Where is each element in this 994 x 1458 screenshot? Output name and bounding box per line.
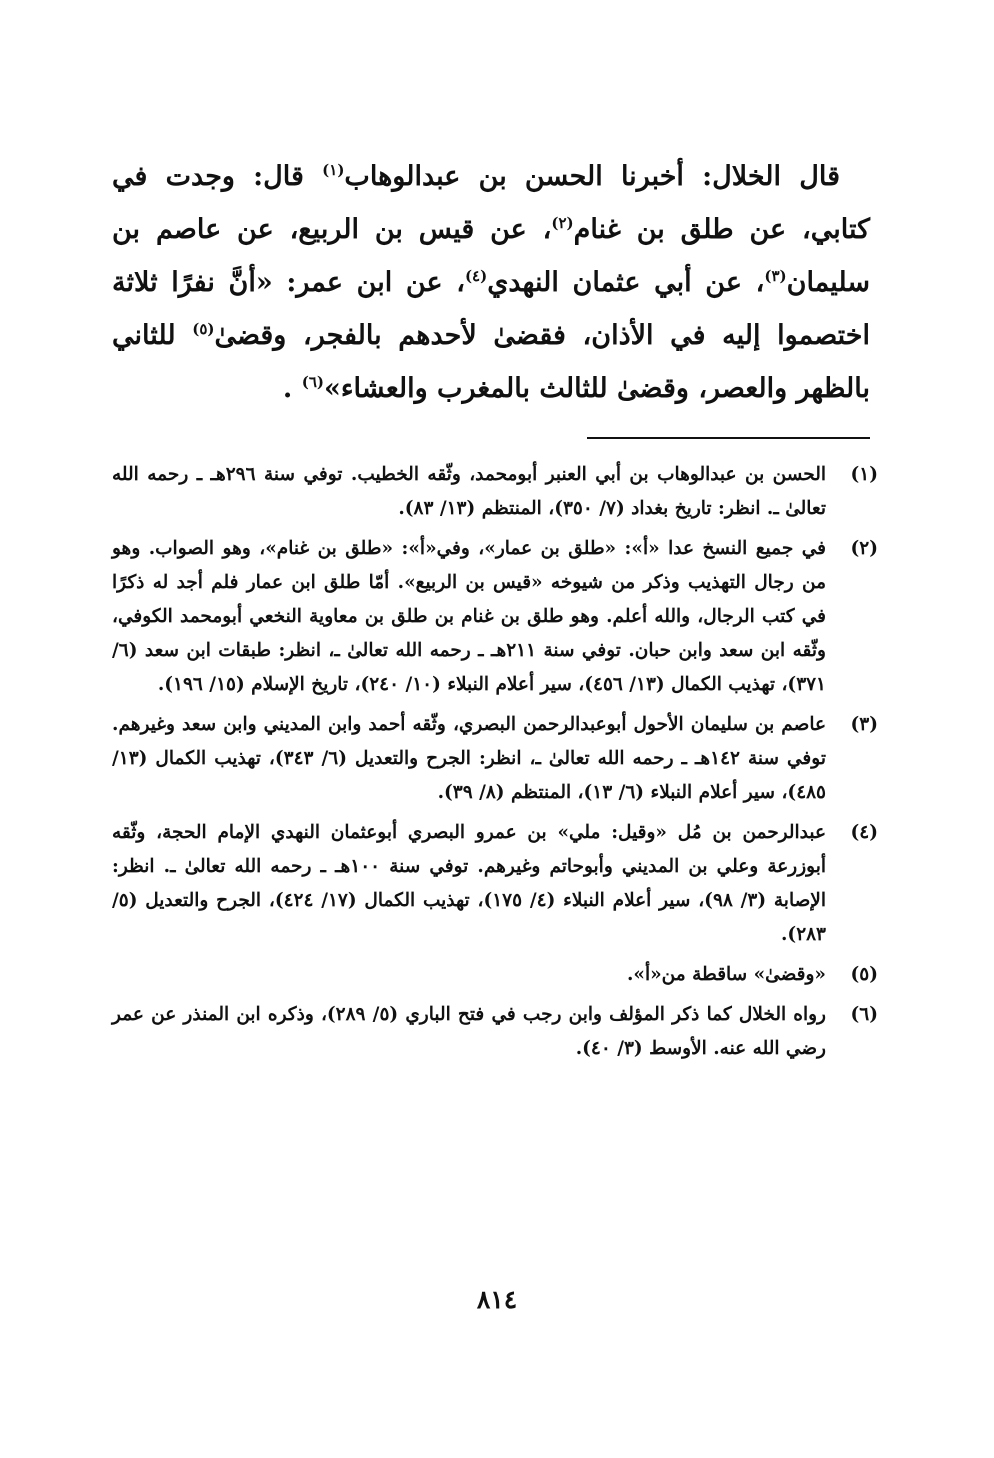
footnote-ref-3: (٣) bbox=[764, 267, 787, 285]
footnote-number: (٣) bbox=[850, 714, 878, 735]
footnote-ref-2: (٢) bbox=[551, 214, 574, 232]
footnotes-section bbox=[112, 458, 878, 1072]
footnote-text: رواه الخلال كما ذكر المؤلف وابن رجب في فتح الباري (٥/ ٢٨٩)، وذكره ابن المنذر عن عمر رضي الله عنه. الأوسط (٣/ ٤٠). bbox=[112, 1004, 826, 1059]
page-number: ٨١٤ bbox=[476, 1285, 518, 1314]
main-text-segment: ، عن أبي عثمان النهدي bbox=[487, 267, 765, 298]
footnote-item bbox=[112, 958, 878, 992]
footnote-text: عبدالرحمن بن مُل «وقيل: ملي» بن عمرو البصري أبوعثمان النهدي الإمام الحجة، وثّقه أبوزرعة وعلي بن المديني وأبوحاتم وغيرهم. توفي سنة ١٠٠هـ ـ رحمه الله تعالىٰ ـ. انظر: الإصابة (٣/ ٩٨)، سير أعلام النبلاء (٤/ ١٧٥)، تهذيب الكمال (١٧/ ٤٢٤)، الجرح والتعديل (٥/ ٢٨٣). bbox=[112, 822, 826, 945]
footnote-ref-4: (٤) bbox=[464, 267, 488, 285]
footnote-separator-line bbox=[587, 437, 870, 439]
footnote-ref-1: (١) bbox=[322, 161, 345, 179]
footnote-number: (٢) bbox=[850, 538, 878, 559]
main-text-segment: للثاني بالظهر والعصر، وقضىٰ للثالث بالمغرب والعشاء» bbox=[112, 320, 870, 404]
main-text-block bbox=[112, 150, 870, 415]
footnote-text: «وقضىٰ» ساقطة من«أ». bbox=[626, 964, 826, 985]
main-paragraph bbox=[112, 150, 870, 415]
footnote-text: الحسن بن عبدالوهاب بن أبي العنبر أبومحمد، وثّقه الخطيب. توفي سنة ٢٩٦هـ ـ رحمه الله تعالىٰ ـ. انظر: تاريخ بغداد (٧/ ٣٥٠)، المنتظم (١٣/ ٨٣). bbox=[112, 464, 826, 519]
main-text-segment: . bbox=[282, 373, 302, 404]
footnote-item bbox=[112, 458, 878, 526]
footnote-number: (٦) bbox=[850, 1004, 878, 1025]
main-text-segment: ، عن قيس بن الربيع، عن عاصم بن سليمان bbox=[112, 214, 870, 298]
footnote-item bbox=[112, 708, 878, 810]
footnote-number: (١) bbox=[850, 464, 878, 485]
footnote-text: في جميع النسخ عدا «أ»: «طلق بن عمار»، وفي«أ»: «طلق بن غنام»، وهو الصواب. وهو من رجال التهذيب وذكر من شيوخه «قيس بن الربيع». أمّا طلق ابن عمار فلم أجد له ذكرًا في كتب الرجال، والله أعلم. وهو طلق بن غنام بن طلق بن معاوية النخعي أبومحمد الكوفي، وثّقه ابن سعد وابن حبان. توفي سنة ٢١١هـ ـ رحمه الله تعالىٰ ـ، انظر: طبقات ابن سعد (٦/ ٣٧١)، تهذيب الكمال (١٣/ ٤٥٦)، سير أعلام النبلاء (١٠/ ٢٤٠)، تاريخ الإسلام (١٥/ ١٩٦). bbox=[112, 538, 826, 695]
footnote-ref-5: (٥) bbox=[192, 320, 215, 338]
main-text-segment: ، عن ابن عمر: «أنَّ نفرًا ثلاثة اختصموا إليه في الأذان، فقضىٰ لأحدهم بالفجر، وقضىٰ bbox=[112, 267, 870, 351]
footnote-number: (٤) bbox=[850, 822, 878, 843]
footnote-item bbox=[112, 532, 878, 702]
main-text-segment: قال الخلال: أخبرنا الحسن بن عبدالوهاب bbox=[344, 161, 840, 192]
main-text-segment: قال: وجدت في كتابي، عن طلق بن غنام bbox=[112, 161, 870, 245]
footnote-ref-6: (٦) bbox=[301, 373, 324, 391]
footnote-item bbox=[112, 816, 878, 952]
footnote-number: (٥) bbox=[850, 964, 878, 985]
footnote-text: عاصم بن سليمان الأحول أبوعبدالرحمن البصري، وثّقه أحمد وابن المديني وابن سعد وغيرهم. توفي سنة ١٤٢هـ ـ رحمه الله تعالىٰ ـ، انظر: الجرح والتعديل (٦/ ٣٤٣)، تهذيب الكمال (١٣/ ٤٨٥)، سير أعلام النبلاء (٦/ ١٣)، المنتظم (٨/ ٣٩). bbox=[112, 714, 826, 803]
footnote-item bbox=[112, 998, 878, 1066]
